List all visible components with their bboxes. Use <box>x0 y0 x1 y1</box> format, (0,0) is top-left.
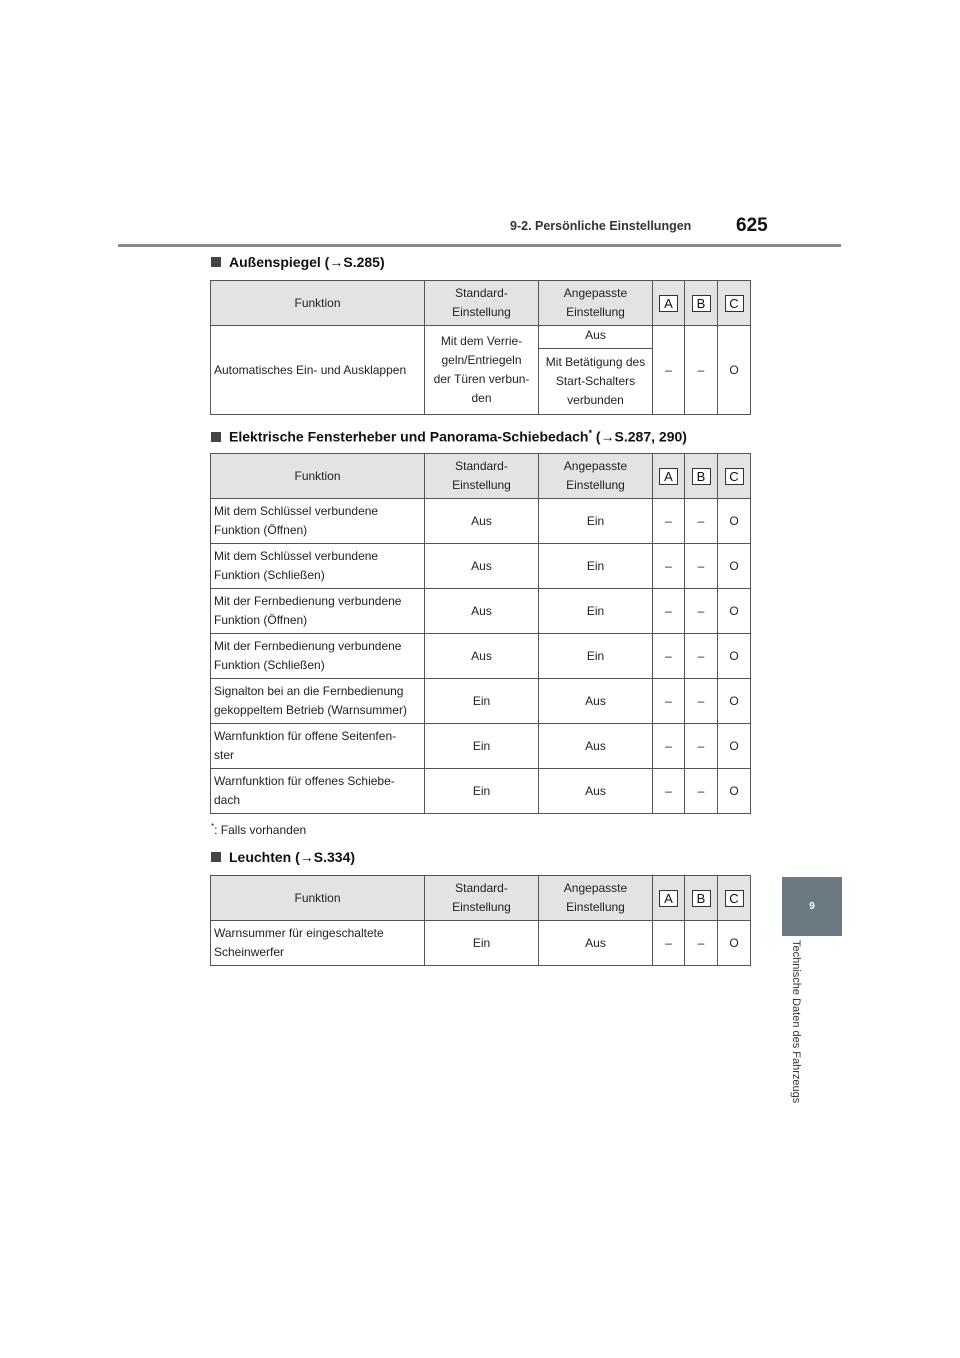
heading-title: Leuchten ( <box>229 849 300 865</box>
col-c <box>718 454 751 499</box>
cell-b: – <box>685 679 718 724</box>
letter-c-icon: C <box>725 890 744 907</box>
page-reference[interactable]: S.334) <box>313 849 356 865</box>
heading-aussenspiegel <box>211 254 385 270</box>
cell-standard: Ein <box>425 769 539 814</box>
cell-angepasst: Ein <box>539 544 653 589</box>
cell-angepasst: Aus <box>539 724 653 769</box>
col-a <box>653 454 685 499</box>
col-b <box>685 281 718 326</box>
cell-angepasst: Aus <box>539 769 653 814</box>
cell-standard: Aus <box>425 634 539 679</box>
letter-c-icon: C <box>725 295 744 312</box>
cell-a: – <box>653 499 685 544</box>
cell-funktion: Warnfunktion für offenes Schiebe- dach <box>211 769 425 814</box>
letter-b-icon: B <box>692 468 711 485</box>
table-row <box>211 544 751 589</box>
cell-funktion: Warnsummer für eingeschaltete Scheinwerfer <box>211 921 425 966</box>
table-aussenspiegel <box>210 280 751 415</box>
cell-c: O <box>718 921 751 966</box>
cell-c: O <box>718 326 751 415</box>
table-row <box>211 769 751 814</box>
col-b <box>685 454 718 499</box>
section-title: 9-2. Persönliche Einstellungen <box>510 219 692 233</box>
cell-c: O <box>718 589 751 634</box>
bullet-square-icon <box>211 432 221 442</box>
header-divider <box>118 244 841 247</box>
cell-c: O <box>718 769 751 814</box>
cell-standard: Aus <box>425 499 539 544</box>
cell-angepasst: Ein <box>539 634 653 679</box>
table-fensterheber <box>210 453 751 814</box>
table-row <box>211 326 751 349</box>
cell-b: – <box>685 921 718 966</box>
table-row <box>211 921 751 966</box>
arrow-icon: → <box>600 428 615 445</box>
cell-b: – <box>685 724 718 769</box>
cell-a: – <box>653 634 685 679</box>
cell-c: O <box>718 499 751 544</box>
cell-funktion: Signalton bei an die Fernbedienung gekoppeltem Betrieb (Warnsummer) <box>211 679 425 724</box>
col-funktion: Funktion <box>211 876 425 921</box>
page-number: 625 <box>736 215 768 236</box>
bullet-square-icon <box>211 852 221 862</box>
table-leuchten <box>210 875 751 966</box>
col-a <box>653 876 685 921</box>
col-standard: Standard- Einstellung <box>425 454 539 499</box>
cell-funktion: Automatisches Ein- und Ausklappen <box>211 326 425 415</box>
table-body-fensterheber <box>211 499 751 814</box>
table-row <box>211 589 751 634</box>
heading-title: Elektrische Fensterheber und Panorama-Schiebedach <box>229 428 589 445</box>
cell-standard: Aus <box>425 544 539 589</box>
col-c <box>718 281 751 326</box>
cell-funktion: Mit dem Schlüssel verbundene Funktion (Schließen) <box>211 544 425 589</box>
col-b <box>685 876 718 921</box>
cell-a: – <box>653 544 685 589</box>
cell-a: – <box>653 679 685 724</box>
cell-funktion: Warnfunktion für offene Seitenfen- ster <box>211 724 425 769</box>
chapter-title: Technische Daten des Fahrzeugs <box>790 940 802 1104</box>
letter-c-icon: C <box>725 468 744 485</box>
table-row <box>211 499 751 544</box>
col-standard: Standard- Einstellung <box>425 876 539 921</box>
table-row <box>211 724 751 769</box>
table-row <box>211 634 751 679</box>
cell-b: – <box>685 326 718 415</box>
cell-c: O <box>718 544 751 589</box>
footnote <box>211 822 306 837</box>
chapter-tab[interactable] <box>782 877 842 936</box>
cell-b: – <box>685 634 718 679</box>
cell-a: – <box>653 326 685 415</box>
heading-leuchten <box>211 849 355 865</box>
col-angepasst: Angepasste Einstellung <box>539 454 653 499</box>
arrow-icon: → <box>299 849 314 865</box>
col-standard: Standard- Einstellung <box>425 281 539 326</box>
chapter-number: 9 <box>809 901 815 912</box>
cell-b: – <box>685 769 718 814</box>
footnote-text: : Falls vorhanden <box>214 823 307 837</box>
cell-b: – <box>685 544 718 589</box>
cell-a: – <box>653 921 685 966</box>
page-reference[interactable]: S.285) <box>343 254 385 270</box>
arrow-icon: → <box>329 254 344 270</box>
heading-fensterheber: Elektrische Fensterheber und Panorama-Schiebedach* (→S.287, 290) <box>211 428 687 445</box>
cell-standard: Aus <box>425 589 539 634</box>
cell-standard: Ein <box>425 679 539 724</box>
cell-a: – <box>653 769 685 814</box>
letter-a-icon: A <box>659 890 678 907</box>
cell-angepasst-option-1: Aus <box>539 326 653 349</box>
col-a <box>653 281 685 326</box>
cell-b: – <box>685 589 718 634</box>
cell-standard: Ein <box>425 724 539 769</box>
cell-angepasst: Ein <box>539 589 653 634</box>
page-reference[interactable]: S.287, 290) <box>614 428 687 445</box>
cell-c: O <box>718 724 751 769</box>
cell-funktion: Mit dem Schlüssel verbundene Funktion (Öffnen) <box>211 499 425 544</box>
footnote-marker: * <box>211 822 215 831</box>
cell-funktion: Mit der Fernbedienung verbundene Funktion (Schließen) <box>211 634 425 679</box>
cell-angepasst: Aus <box>539 921 653 966</box>
cell-funktion: Mit der Fernbedienung verbundene Funktion (Öffnen) <box>211 589 425 634</box>
letter-a-icon: A <box>659 468 678 485</box>
cell-standard: Ein <box>425 921 539 966</box>
chapter-title-vertical <box>790 940 804 1120</box>
heading-title: Außenspiegel ( <box>229 254 330 270</box>
col-c <box>718 876 751 921</box>
table-header-row <box>211 454 751 499</box>
footnote-marker: * <box>588 428 592 438</box>
cell-a: – <box>653 589 685 634</box>
letter-b-icon: B <box>692 890 711 907</box>
col-angepasst: Angepasste Einstellung <box>539 281 653 326</box>
letter-a-icon: A <box>659 295 678 312</box>
bullet-square-icon <box>211 257 221 267</box>
col-funktion: Funktion <box>211 281 425 326</box>
table-header-row <box>211 876 751 921</box>
cell-c: O <box>718 634 751 679</box>
letter-b-icon: B <box>692 295 711 312</box>
col-funktion: Funktion <box>211 454 425 499</box>
cell-c: O <box>718 679 751 724</box>
cell-b: – <box>685 499 718 544</box>
col-angepasst: Angepasste Einstellung <box>539 876 653 921</box>
cell-a: – <box>653 724 685 769</box>
cell-standard: Mit dem Verrie- geln/Entriegeln der Türen verbun- den <box>425 326 539 415</box>
cell-angepasst-option-2: Mit Betätigung des Start-Schalters verbunden <box>539 349 653 415</box>
table-row <box>211 679 751 724</box>
cell-angepasst: Aus <box>539 679 653 724</box>
table-header-row <box>211 281 751 326</box>
cell-angepasst: Ein <box>539 499 653 544</box>
